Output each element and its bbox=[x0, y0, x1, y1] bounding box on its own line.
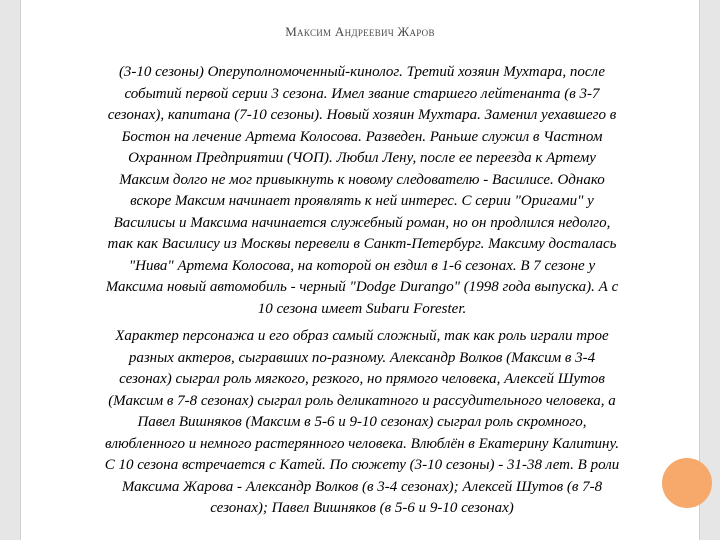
text-line: событий первой серии 3 сезона. Имел звание старшего лейтенанта (в 3-7 bbox=[124, 85, 600, 102]
text-line: разных актеров, сыгравших по-разному. Александр Волков (Максим в 3-4 bbox=[128, 349, 596, 366]
text-line: так как Василису из Москвы перевели в Санкт-Петербург. Максиму досталась bbox=[107, 236, 617, 252]
text-line: Бостон на лечение Артема Колосова. Разведен. Раньше служил в Частном bbox=[121, 128, 603, 145]
text-line: "Нива" Артема Колосова, на которой он ездил в 1-6 сезонах. В 7 сезоне у bbox=[128, 257, 596, 274]
text-line: (Максим в 7-8 сезонах) сыграл роль деликатного и рассудительного человека, а bbox=[108, 392, 616, 409]
right-border-line bbox=[699, 0, 700, 540]
text-line: Василисы и Максима начинается служебный роман, но он продлился недолго, bbox=[113, 214, 611, 231]
decorative-circle bbox=[662, 458, 712, 508]
text-line: С 10 сезона встречается с Катей. По сюжету (3-10 сезоны) - 31-38 лет. В роли bbox=[104, 457, 620, 473]
body-paragraph-2 bbox=[46, 326, 678, 520]
text-line: 10 сезона имеет Subaru Forester. bbox=[257, 300, 467, 317]
text-line: сезонах) сыграл роль мягкого, резкого, но прямого человека, Алексей Шутов bbox=[119, 371, 605, 387]
text-line: Максима Жарова - Александр Волков (в 3-4 сезонах); Алексей Шутов (в 7-8 bbox=[121, 478, 603, 495]
slide-title-text: Максим Андреевич Жаров bbox=[285, 24, 435, 39]
text-line: вскоре Максим начинает проявлять к ней интерес. С серии "Оригами" у bbox=[130, 193, 594, 209]
text-line: Максим долго не мог привыкнуть к новому следователю - Василисе. Однако bbox=[119, 171, 605, 188]
text-line: Характер персонажа и его образ самый сложный, так как роль играли трое bbox=[115, 328, 609, 344]
body-paragraph-1 bbox=[46, 62, 678, 320]
slide-title bbox=[0, 24, 720, 40]
text-line: сезонах), капитана (7-10 сезоны). Новый хозяин Мухтара. Заменил уехавшего в bbox=[107, 107, 617, 123]
text-line: Охранном Предприятии (ЧОП). Любил Лену, после ее переезда к Артему bbox=[128, 150, 596, 166]
text-line: Максима новый автомобиль - черный "Dodge Durango" (1998 года выпуска). А с bbox=[105, 279, 619, 295]
text-line: Павел Вишняков (Максим в 5-6 и 9-10 сезонах) сыграл роль скромного, bbox=[137, 414, 587, 430]
right-border-strip bbox=[700, 0, 720, 540]
left-border-line bbox=[20, 0, 21, 540]
text-line: влюбленного и немного растерянного человека. Влюблён в Екатерину Калитину. bbox=[105, 435, 619, 452]
left-border-strip bbox=[0, 0, 20, 540]
text-line: (3-10 сезоны) Оперуполномоченный-кинолог. Третий хозяин Мухтара, после bbox=[118, 64, 606, 80]
text-line: сезонах); Павел Вишняков (в 5-6 и 9-10 сезонах) bbox=[210, 500, 514, 516]
